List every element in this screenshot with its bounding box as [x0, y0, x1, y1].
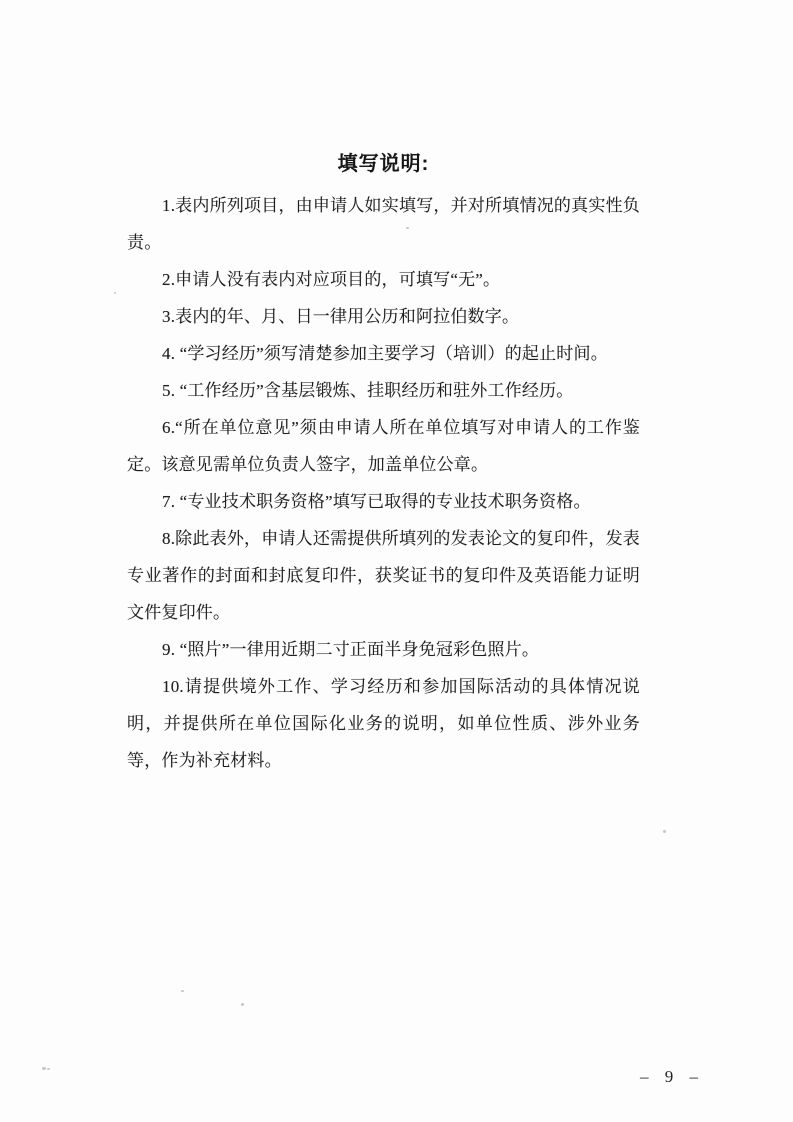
- instruction-item-5: 5. “工作经历”含基层锻炼、挂职经历和驻外工作经历。: [162, 381, 574, 400]
- instruction-item-7: 7. “专业技术职务资格”填写已取得的专业技术职务资格。: [162, 492, 591, 511]
- scan-speck: [406, 227, 409, 229]
- instruction-item-9: 9. “照片”一律用近期二寸正面半身免冠彩色照片。: [162, 640, 540, 659]
- scan-speck: [42, 1067, 46, 1070]
- scan-speck: [663, 830, 666, 833]
- page-title: 填写说明:: [337, 153, 430, 175]
- scan-speck: [241, 1003, 244, 1006]
- instruction-item-4: 4. “学习经历”须写清楚参加主要学习（培训）的起止时间。: [162, 344, 608, 363]
- scan-speck: [181, 990, 184, 992]
- instruction-item-3: 3.表内的年、月、日一律用公历和阿拉伯数字。: [162, 307, 520, 326]
- instruction-item-8: 8.除此表外，申请人还需提供所填列的发表论文的复印件，发表专业著作的封面和封底复印件，获奖证书的复印件及英语能力证明文件复印件。: [127, 529, 640, 622]
- instruction-item-1: 1.表内所列项目，由申请人如实填写，并对所填情况的真实性负责。: [127, 196, 640, 252]
- scan-speck: [47, 1068, 50, 1070]
- instruction-item-6: 6.“所在单位意见”须由申请人所在单位填写对申请人的工作鉴定。该意见需单位负责人签字，加盖单位公章。: [127, 418, 640, 474]
- instruction-item-2: 2.申请人没有表内对应项目的，可填写“无”。: [162, 270, 501, 289]
- instruction-item-10: 10.请提供境外工作、学习经历和参加国际活动的具体情况说明，并提供所在单位国际化业务的说明，如单位性质、涉外业务等，作为补充材料。: [127, 677, 640, 770]
- page-number: – 9 –: [640, 1067, 704, 1086]
- instructions-list: [127, 187, 640, 779]
- scan-speck: [114, 292, 116, 294]
